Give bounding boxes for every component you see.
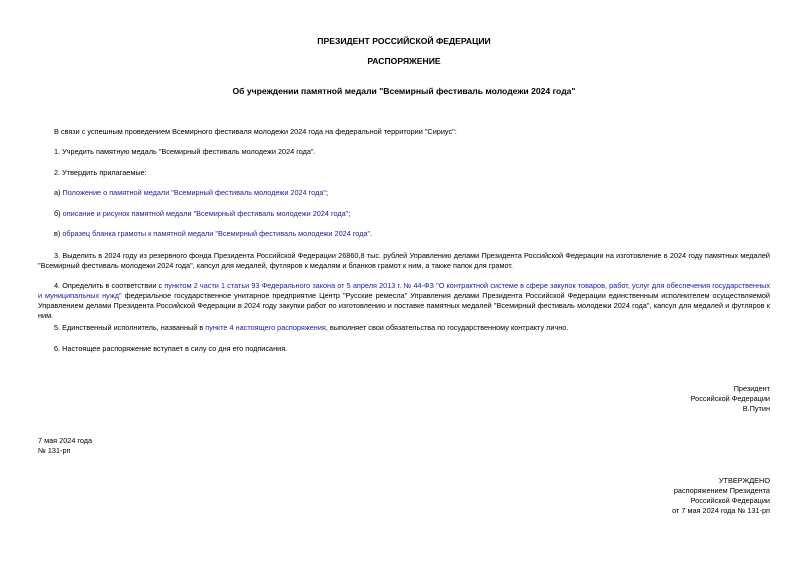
paragraph-1: 1. Учредить памятную медаль "Всемирный фестиваль молодежи 2024 года". bbox=[54, 147, 316, 156]
paragraph-5 bbox=[38, 323, 770, 333]
document-date: 7 мая 2024 года bbox=[38, 436, 93, 445]
paragraph-3: 3. Выделить в 2024 году из резервного фонда Президента Российской Федерации 26860,8 тыс. рублей Управлению делами Президента Российской Федерации на изготовление в 2024 году памятных медалей "Всемирный фестиваль молодежи 2024 года", капсул для медалей, футляров к медалям и бланков грамот к ним, а также папок для грамот. bbox=[38, 251, 770, 270]
paragraph-4-prefix: 4. Определить в соответствии с bbox=[54, 281, 165, 290]
clause-4-link[interactable]: пункте 4 настоящего распоряжения bbox=[205, 323, 326, 332]
paragraph-2c bbox=[38, 229, 770, 239]
approved-line-2: распоряжением Президента bbox=[673, 485, 770, 495]
paragraph-4 bbox=[38, 281, 770, 320]
paragraph-2b-suffix: ; bbox=[348, 209, 351, 218]
document-page bbox=[38, 0, 770, 571]
approved-line-4: от 7 мая 2024 года № 131-рп bbox=[672, 505, 770, 515]
paragraph-2c-prefix: в) bbox=[54, 229, 63, 238]
federal-law-link[interactable]: пунктом 2 части 1 статьи 93 Федерального закона от 5 апреля 2013 г. № 44-ФЗ "О контрактной системе в сфере закупок товаров, работ, услуг для обеспечения государственных и муниципальных нужд" bbox=[38, 281, 770, 300]
paragraph-6: 6. Настоящее распоряжение вступает в силу со дня его подписания. bbox=[54, 344, 288, 353]
doc-title: Об учреждении памятной медали "Всемирный фестиваль молодежи 2024 года" bbox=[232, 86, 576, 96]
doc-type-heading: РАСПОРЯЖЕНИЕ bbox=[367, 56, 441, 66]
intro-paragraph: В связи с успешным проведением Всемирного фестиваля молодежи 2024 года на федеральной территории "Сириус": bbox=[54, 127, 457, 136]
paragraph-5-suffix: , выполняет свои обязательства по государственному контракту лично. bbox=[325, 323, 569, 332]
paragraph-2: 2. Утвердить прилагаемые: bbox=[54, 168, 147, 177]
org-heading: ПРЕЗИДЕНТ РОССИЙСКОЙ ФЕДЕРАЦИИ bbox=[317, 36, 491, 46]
certificate-sample-link[interactable]: образец бланка грамоты к памятной медали "Всемирный фестиваль молодежи 2024 года" bbox=[62, 229, 371, 238]
paragraph-2a bbox=[38, 188, 770, 198]
regulation-link[interactable]: Положение о памятной медали "Всемирный фестиваль молодежи 2024 года" bbox=[62, 188, 326, 197]
paragraph-2b bbox=[38, 209, 770, 219]
signature-block bbox=[691, 384, 770, 414]
signature-line-1: Президент bbox=[733, 384, 770, 393]
signature-line-3: В.Путин bbox=[742, 403, 770, 413]
paragraph-2a-suffix: ; bbox=[326, 188, 329, 197]
description-link[interactable]: описание и рисунок памятной медали "Всемирный фестиваль молодежи 2024 года" bbox=[62, 209, 349, 218]
approved-line-1: УТВЕРЖДЕНО bbox=[718, 476, 770, 485]
paragraph-4-suffix: федеральное государственное унитарное предприятие Центр "Русские ремесла" Управления делами Президента Российской Федерации единственным исполнителем осуществляемой Управлением делами Президента Российской Федерации в 2024 году закупки работ по изготовлению и поставке памятных медалей "Всемирный фестиваль молодежи 2024 года", капсул для медалей и футляров к ним. bbox=[38, 290, 770, 320]
approved-line-3: Российской Федерации bbox=[690, 495, 770, 505]
date-block bbox=[38, 436, 92, 456]
document-number: № 131-рп bbox=[38, 445, 71, 455]
approved-block bbox=[672, 476, 770, 515]
paragraph-5-prefix: 5. Единственный исполнитель, названный в bbox=[54, 323, 206, 332]
paragraph-2c-suffix: . bbox=[370, 229, 373, 238]
paragraph-2a-prefix: а) bbox=[54, 188, 63, 197]
paragraph-2b-prefix: б) bbox=[54, 209, 63, 218]
signature-line-2: Российской Федерации bbox=[690, 393, 770, 403]
